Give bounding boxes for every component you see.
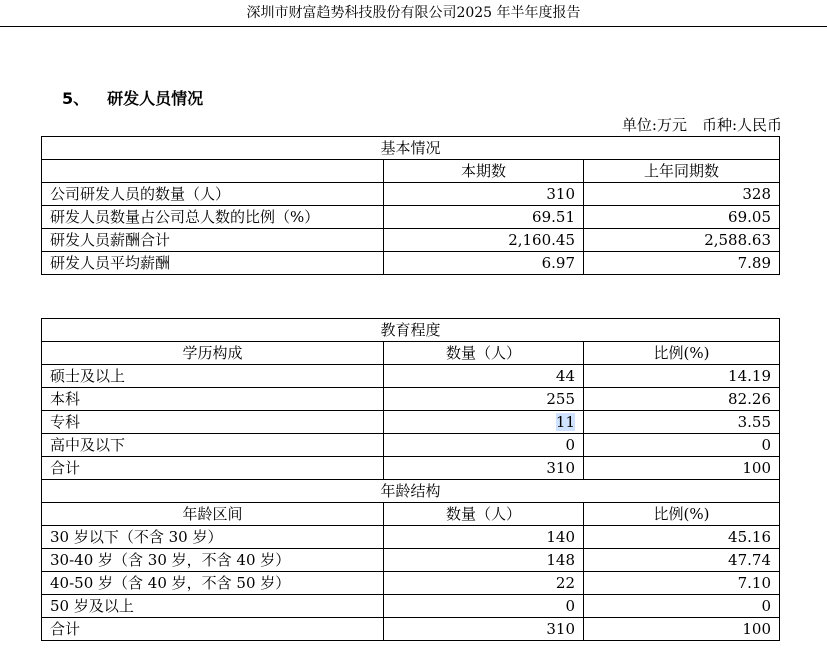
current-value: 310 bbox=[384, 183, 584, 206]
prior-value: 2,588.63 bbox=[584, 229, 780, 252]
header-cell: 学历构成 bbox=[42, 342, 384, 365]
table-row bbox=[42, 434, 780, 457]
ratio-value: 47.74 bbox=[584, 549, 780, 572]
table-row bbox=[42, 388, 780, 411]
table-row bbox=[42, 229, 780, 252]
basic-info-table bbox=[41, 136, 780, 275]
header-cell: 比例(%) bbox=[584, 503, 780, 526]
ratio-value: 7.10 bbox=[584, 572, 780, 595]
table-title-row bbox=[42, 319, 780, 342]
education-age-table bbox=[41, 318, 780, 641]
table-header-row bbox=[42, 342, 780, 365]
basic-table-title: 基本情况 bbox=[42, 137, 780, 160]
row-label: 合计 bbox=[42, 457, 384, 480]
age-table-title: 年龄结构 bbox=[42, 480, 780, 503]
count-value: 255 bbox=[384, 388, 584, 411]
currency-unit-note: 单位:万元 币种:人民币 bbox=[621, 116, 782, 134]
section-number: 5、 bbox=[62, 89, 90, 108]
count-value: 310 bbox=[384, 618, 584, 641]
prior-value: 7.89 bbox=[584, 252, 780, 275]
header-cell: 数量（人） bbox=[384, 503, 584, 526]
row-label: 研发人员薪酬合计 bbox=[42, 229, 384, 252]
ratio-value: 100 bbox=[584, 618, 780, 641]
table-row bbox=[42, 618, 780, 641]
table-title-row bbox=[42, 480, 780, 503]
report-header bbox=[0, 0, 827, 27]
section-title: 研发人员情况 bbox=[107, 89, 204, 108]
report-header-title: 深圳市财富趋势科技股份有限公司2025 年半年度报告 bbox=[246, 5, 581, 21]
count-value bbox=[384, 411, 584, 434]
ratio-value: 45.16 bbox=[584, 526, 780, 549]
prior-value: 328 bbox=[584, 183, 780, 206]
table-header-row bbox=[42, 160, 780, 183]
table-header-row bbox=[42, 503, 780, 526]
count-value: 0 bbox=[384, 595, 584, 618]
table-row bbox=[42, 595, 780, 618]
row-label: 合计 bbox=[42, 618, 384, 641]
count-value: 140 bbox=[384, 526, 584, 549]
header-cell: 本期数 bbox=[384, 160, 584, 183]
row-label: 公司研发人员的数量（人） bbox=[42, 183, 384, 206]
table-row bbox=[42, 457, 780, 480]
header-cell: 年龄区间 bbox=[42, 503, 384, 526]
header-cell: 数量（人） bbox=[384, 342, 584, 365]
ratio-value: 14.19 bbox=[584, 365, 780, 388]
selected-value-highlight: 11 bbox=[555, 412, 575, 431]
row-label: 40-50 岁（含 40 岁，不含 50 岁） bbox=[42, 572, 384, 595]
prior-value: 69.05 bbox=[584, 206, 780, 229]
current-value: 2,160.45 bbox=[384, 229, 584, 252]
count-value: 148 bbox=[384, 549, 584, 572]
education-table-title: 教育程度 bbox=[42, 319, 780, 342]
row-label: 本科 bbox=[42, 388, 384, 411]
count-value: 44 bbox=[384, 365, 584, 388]
row-label: 专科 bbox=[42, 411, 384, 434]
row-label: 研发人员平均薪酬 bbox=[42, 252, 384, 275]
ratio-value: 82.26 bbox=[584, 388, 780, 411]
table-row bbox=[42, 411, 780, 434]
row-label: 30 岁以下（不含 30 岁） bbox=[42, 526, 384, 549]
current-value: 6.97 bbox=[384, 252, 584, 275]
ratio-value: 0 bbox=[584, 434, 780, 457]
count-value: 0 bbox=[384, 434, 584, 457]
row-label: 研发人员数量占公司总人数的比例（%） bbox=[42, 206, 384, 229]
table-row bbox=[42, 206, 780, 229]
ratio-value: 100 bbox=[584, 457, 780, 480]
header-cell: 上年同期数 bbox=[584, 160, 780, 183]
table-row bbox=[42, 252, 780, 275]
count-value: 310 bbox=[384, 457, 584, 480]
ratio-value: 3.55 bbox=[584, 411, 780, 434]
row-label: 硕士及以上 bbox=[42, 365, 384, 388]
row-label: 30-40 岁（含 30 岁，不含 40 岁） bbox=[42, 549, 384, 572]
row-label: 高中及以下 bbox=[42, 434, 384, 457]
table-row bbox=[42, 526, 780, 549]
section-heading bbox=[62, 86, 203, 109]
table-row bbox=[42, 572, 780, 595]
row-label: 50 岁及以上 bbox=[42, 595, 384, 618]
header-cell bbox=[42, 160, 384, 183]
table-row bbox=[42, 549, 780, 572]
table-title-row bbox=[42, 137, 780, 160]
ratio-value: 0 bbox=[584, 595, 780, 618]
table-row bbox=[42, 183, 780, 206]
count-value: 22 bbox=[384, 572, 584, 595]
header-cell: 比例(%) bbox=[584, 342, 780, 365]
current-value: 69.51 bbox=[384, 206, 584, 229]
table-row bbox=[42, 365, 780, 388]
